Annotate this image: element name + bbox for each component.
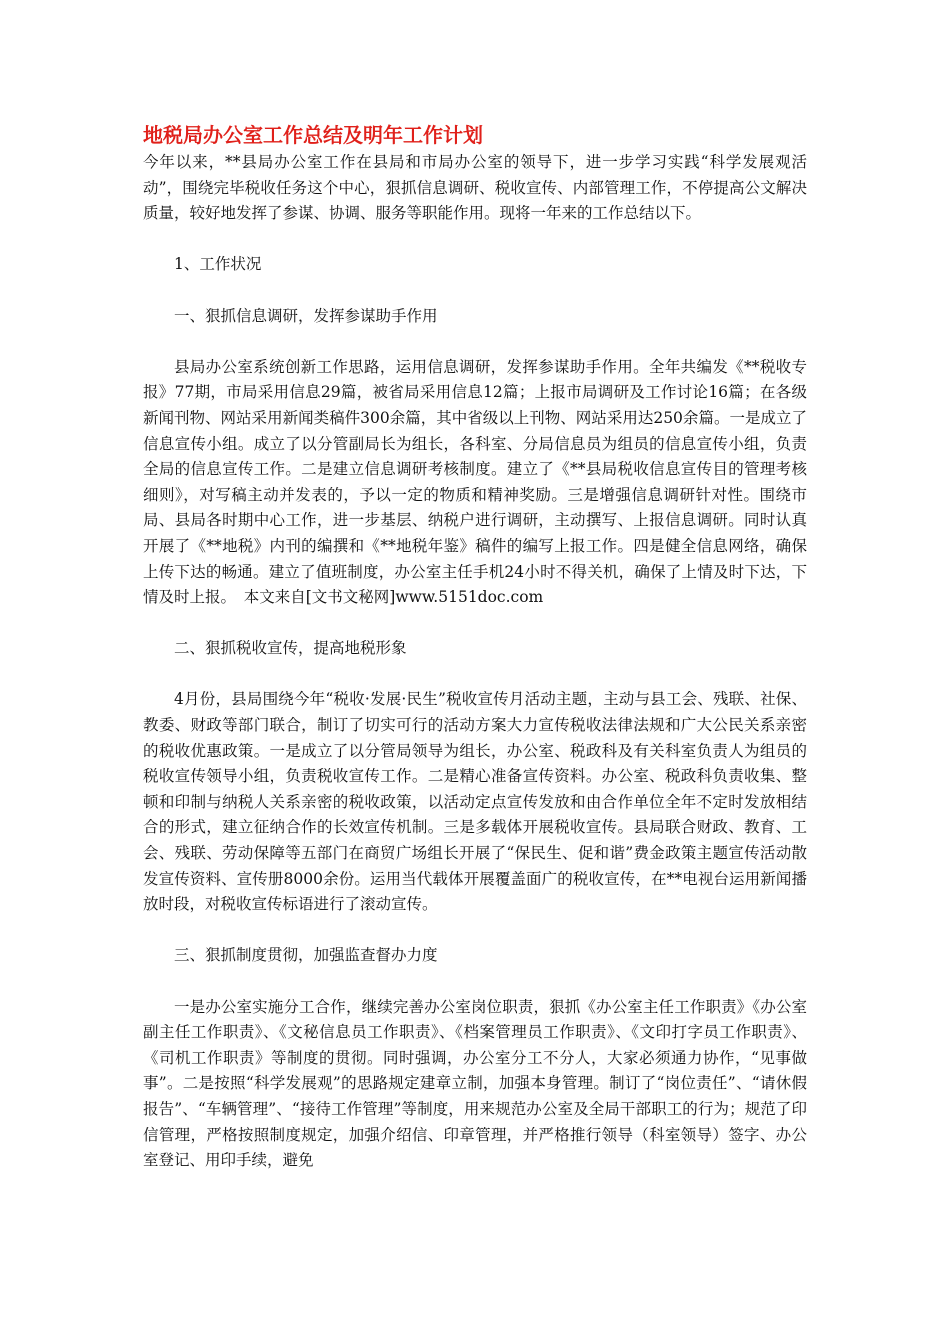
intro-paragraph: 今年以来，**县局办公室工作在县局和市局办公室的领导下，进一步学习实践“科学发展观活动”，围绕完毕税收任务这个中心，狠抓信息调研、税收宣传、内部管理工作，不停提高公文解决质量，较好地发挥了参谋、协调、服务等职能作用。现将一年来的工作总结以下。 xyxy=(143,153,807,223)
subsection-body-information-research: 县局办公室系统创新工作思路，运用信息调研，发挥参谋助手作用。全年共编发《**税收专报》77期，市局采用信息29篇，被省局采用信息12篇；上报市局调研及工作讨论16篇；在各级新闻刊物、网站采用新闻类稿件300余篇，其中省级以上刊物、网站采用达250余篇。一是成立了信息宣传小组。成立了以分管副局长为组长，各科室、分局信息员为组员的信息宣传小组，负责全局的信息宣传工作。二是建立信息调研考核制度。建立了《**县局税收信息宣传目的管理考核细则》，对写稿主动并发表的，予以一定的物质和精神奖励。三是增强信息调研针对性。围绕市局、县局各时期中心工作，进一步基层、纳税户进行调研，主动撰写、上报信息调研。同时认真开展了《**地税》内刊的编撰和《**地税年鉴》稿件的编写上报工作。四是健全信息网络，确保上传下达的畅通。建立了值班制度，办公室主任手机24小时不得关机，确保了上情及时下达，下情及时上报。 本文来自[文书文秘网]www.5151doc.com xyxy=(143,357,807,607)
spacer xyxy=(143,918,807,944)
subsection-heading-tax-publicity: 二、狠抓税收宣传，提高地税形象 xyxy=(174,639,407,658)
spacer xyxy=(143,969,807,995)
subsection-body-system-implementation: 一是办公室实施分工合作，继续完善办公室岗位职责，狠抓《办公室主任工作职责》《办公室副主任工作职责》、《文秘信息员工作职责》、《档案管理员工作职责》、《文印打字员工作职责》、《司机工作职责》等制度的贯彻。同时强调，办公室分工不分人，大家必须通力协作，“见事做事”。二是按照“科学发展观”的思路规定建章立制，加强本身管理。制订了“岗位责任”、“请休假报告”、“车辆管理”、“接待工作管理”等制度，用来规范办公室及全局干部职工的行为；规范了印信管理，严格按照制度规定，加强介绍信、印章管理，并严格推行领导（科室领导）签字、办公室登记、用印手续，避免 xyxy=(143,997,807,1170)
section-heading-work-status: 1、工作状况 xyxy=(174,255,262,274)
subsection-heading-information-research: 一、狠抓信息调研，发挥参谋助手作用 xyxy=(174,306,438,325)
spacer xyxy=(143,662,807,688)
spacer xyxy=(143,227,807,253)
subsection-body-tax-publicity: 4月份，县局围绕今年“税收·发展·民生”税收宣传月活动主题，主动与县工会、残联、社保、教委、财政等部门联合，制订了切实可行的活动方案大力宣传税收法律法规和广大公民关系亲密的税收优惠政策。一是成立了以分管局领导为组长，办公室、税政科及有关科室负责人为组员的税收宣传领导小组，负责税收宣传工作。二是精心准备宣传资料。办公室、税政科负责收集、整顿和印制与纳税人关系亲密的税收政策，以活动定点宣传发放和由合作单位全年不定时发放相结合的形式，建立征纳合作的长效宣传机制。三是多载体开展税收宣传。县局联合财政、教育、工会、残联、劳动保障等五部门在商贸广场组长开展了“保民生、促和谐”费金政策主题宣传活动散发宣传资料、宣传册8000余份。运用当代载体开展覆盖面广的税收宣传，在**电视台运用新闻播放时段，对税收宣传标语进行了滚动宣传。 xyxy=(143,690,807,914)
spacer xyxy=(143,278,807,304)
spacer xyxy=(143,611,807,637)
spacer xyxy=(143,329,807,355)
subsection-heading-system-implementation: 三、狠抓制度贯彻，加强监查督办力度 xyxy=(174,946,438,965)
document-title: 地税局办公室工作总结及明年工作计划 xyxy=(143,123,483,147)
document-page xyxy=(143,120,807,1174)
